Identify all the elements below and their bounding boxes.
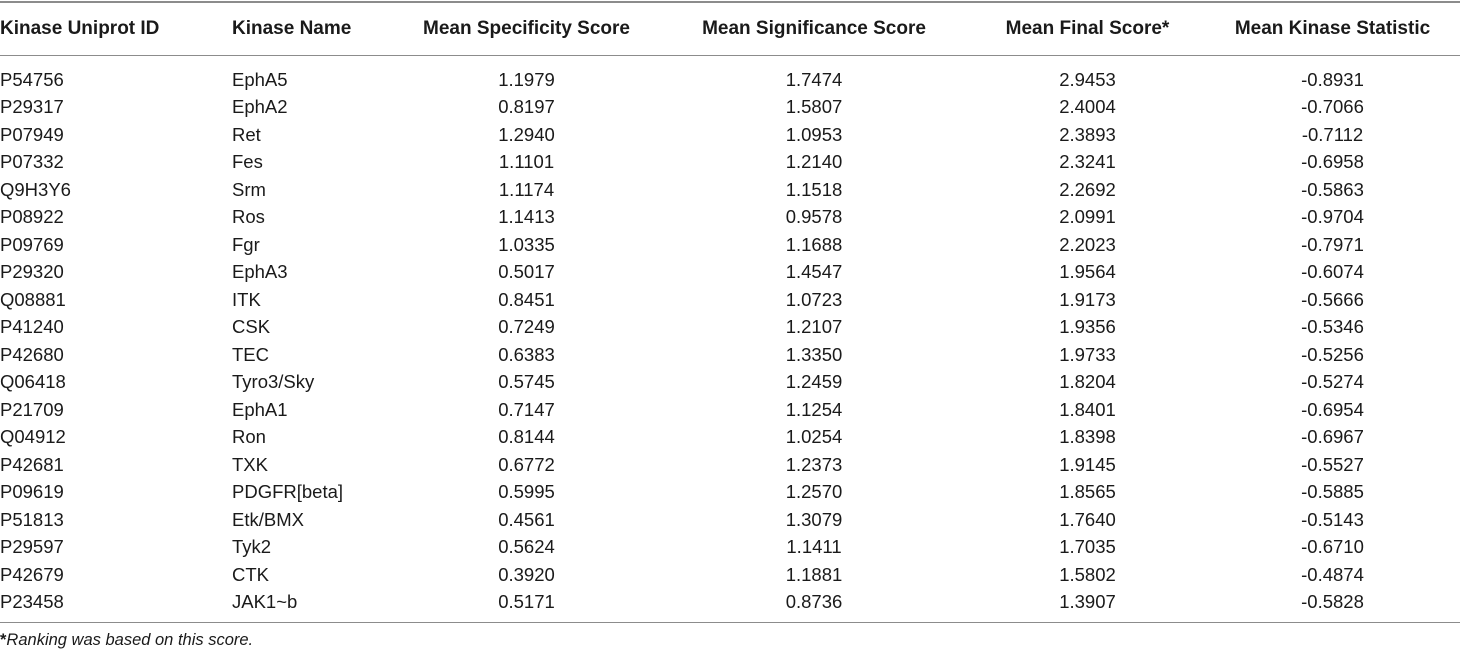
cell-specificity: 0.5995 bbox=[498, 481, 555, 503]
cell-significance: 0.9578 bbox=[785, 206, 843, 228]
header-mean-significance-score: Mean Significance Score bbox=[702, 18, 926, 39]
table-row bbox=[0, 424, 1460, 452]
cell-kinase-name: EphA3 bbox=[232, 261, 288, 283]
cell-specificity: 0.7147 bbox=[498, 398, 555, 420]
cell-kinase-name: EphA5 bbox=[232, 68, 288, 90]
cell-final-score: 2.4004 bbox=[1059, 96, 1116, 118]
cell-uniprot-id: Q9H3Y6 bbox=[0, 178, 71, 200]
cell-uniprot-id: P23458 bbox=[0, 591, 64, 613]
footnote-text: Ranking was based on this score. bbox=[6, 631, 254, 649]
cell-uniprot-id: P29317 bbox=[0, 96, 64, 118]
cell-uniprot-id: P21709 bbox=[0, 398, 64, 420]
cell-uniprot-id: P29320 bbox=[0, 261, 64, 283]
cell-significance: 1.2459 bbox=[785, 371, 843, 393]
cell-kinase-statistic: -0.5256 bbox=[1301, 343, 1364, 365]
cell-significance: 1.7474 bbox=[785, 68, 843, 90]
cell-kinase-name: Fgr bbox=[232, 233, 260, 255]
cell-significance: 1.0254 bbox=[785, 426, 843, 448]
cell-specificity: 0.5624 bbox=[498, 536, 555, 558]
cell-specificity: 0.4561 bbox=[498, 508, 555, 530]
cell-specificity: 1.1174 bbox=[498, 178, 555, 200]
header-mean-kinase-statistic: Mean Kinase Statistic bbox=[1234, 18, 1431, 39]
cell-kinase-name: CSK bbox=[232, 316, 271, 338]
table-row bbox=[0, 479, 1460, 507]
cell-significance: 1.1881 bbox=[785, 563, 843, 585]
table-body bbox=[0, 56, 1460, 622]
cell-specificity: 1.2940 bbox=[498, 123, 555, 145]
cell-significance: 0.8736 bbox=[785, 591, 843, 613]
cell-kinase-statistic: -0.5274 bbox=[1301, 371, 1364, 393]
cell-final-score: 1.9564 bbox=[1059, 261, 1116, 283]
cell-final-score: 2.3893 bbox=[1059, 123, 1116, 145]
cell-uniprot-id: P09619 bbox=[0, 481, 64, 503]
header-mean-specificity-score: Mean Specificity Score bbox=[423, 18, 630, 39]
header-kinase-name: Kinase Name bbox=[232, 18, 352, 39]
cell-specificity: 0.3920 bbox=[498, 563, 555, 585]
table-row bbox=[0, 589, 1460, 623]
cell-significance: 1.0723 bbox=[785, 288, 843, 310]
cell-specificity: 0.8197 bbox=[498, 96, 555, 118]
table-row bbox=[0, 396, 1460, 424]
cell-final-score: 2.9453 bbox=[1059, 68, 1116, 90]
table-row bbox=[0, 204, 1460, 232]
cell-significance: 1.5807 bbox=[785, 96, 843, 118]
cell-specificity: 0.5745 bbox=[498, 371, 555, 393]
footnote-mark: * bbox=[0, 631, 7, 649]
cell-uniprot-id: P54756 bbox=[0, 68, 64, 90]
table-row bbox=[0, 451, 1460, 479]
table-row bbox=[0, 231, 1460, 259]
cell-specificity: 0.8144 bbox=[498, 426, 555, 448]
cell-uniprot-id: P09769 bbox=[0, 233, 64, 255]
cell-significance: 1.2373 bbox=[785, 453, 843, 475]
cell-uniprot-id: P42681 bbox=[0, 453, 64, 475]
cell-kinase-statistic: -0.5828 bbox=[1301, 591, 1364, 613]
cell-final-score: 1.8565 bbox=[1059, 481, 1116, 503]
cell-uniprot-id: Q04912 bbox=[0, 426, 66, 448]
cell-significance: 1.3079 bbox=[785, 508, 843, 530]
cell-kinase-statistic: -0.9704 bbox=[1301, 206, 1364, 228]
cell-kinase-name: EphA2 bbox=[232, 96, 288, 118]
cell-uniprot-id: P29597 bbox=[0, 536, 64, 558]
cell-kinase-statistic: -0.7066 bbox=[1301, 96, 1364, 118]
cell-final-score: 2.3241 bbox=[1059, 151, 1116, 173]
table-row bbox=[0, 534, 1460, 562]
cell-final-score: 1.9145 bbox=[1059, 453, 1116, 475]
cell-significance: 1.2140 bbox=[785, 151, 843, 173]
cell-kinase-name: Ron bbox=[232, 426, 266, 448]
cell-kinase-name: Ros bbox=[232, 206, 265, 228]
cell-final-score: 1.8401 bbox=[1059, 398, 1116, 420]
cell-significance: 1.1411 bbox=[786, 536, 842, 558]
cell-uniprot-id: P42679 bbox=[0, 563, 64, 585]
cell-kinase-statistic: -0.5527 bbox=[1301, 453, 1364, 475]
cell-specificity: 0.5017 bbox=[498, 261, 555, 283]
cell-kinase-name: EphA1 bbox=[232, 398, 288, 420]
cell-significance: 1.4547 bbox=[785, 261, 843, 283]
header-row bbox=[0, 3, 1460, 55]
cell-specificity: 0.6772 bbox=[498, 453, 555, 475]
table-row bbox=[0, 149, 1460, 177]
header-kinase-uniprot-id: Kinase Uniprot ID bbox=[0, 18, 160, 39]
cell-uniprot-id: P42680 bbox=[0, 343, 64, 365]
cell-significance: 1.2570 bbox=[785, 481, 843, 503]
cell-final-score: 1.9356 bbox=[1059, 316, 1116, 338]
cell-kinase-statistic: -0.6958 bbox=[1301, 151, 1364, 173]
cell-kinase-statistic: -0.5143 bbox=[1301, 508, 1364, 530]
cell-kinase-name: Tyro3/Sky bbox=[232, 371, 315, 393]
cell-uniprot-id: P41240 bbox=[0, 316, 64, 338]
table-row bbox=[0, 56, 1460, 94]
cell-final-score: 1.9173 bbox=[1059, 288, 1116, 310]
cell-kinase-statistic: -0.8931 bbox=[1301, 68, 1364, 90]
cell-specificity: 0.6383 bbox=[498, 343, 555, 365]
table-row bbox=[0, 341, 1460, 369]
table-row bbox=[0, 259, 1460, 287]
cell-kinase-name: TXK bbox=[232, 453, 268, 475]
cell-kinase-name: Ret bbox=[232, 123, 261, 145]
cell-kinase-name: Tyk2 bbox=[232, 536, 272, 558]
cell-final-score: 1.8204 bbox=[1059, 371, 1116, 393]
cell-kinase-name: PDGFR[beta] bbox=[232, 481, 344, 503]
cell-kinase-name: JAK1~b bbox=[232, 591, 298, 613]
cell-kinase-statistic: -0.7971 bbox=[1301, 233, 1364, 255]
cell-specificity: 1.1979 bbox=[498, 68, 555, 90]
cell-kinase-statistic: -0.6954 bbox=[1301, 398, 1364, 420]
cell-final-score: 1.7035 bbox=[1059, 536, 1116, 558]
cell-specificity: 0.7249 bbox=[498, 316, 555, 338]
cell-kinase-name: Srm bbox=[232, 178, 266, 200]
cell-kinase-name: Etk/BMX bbox=[232, 508, 304, 530]
bottom-rule bbox=[0, 622, 1460, 623]
cell-significance: 1.1518 bbox=[785, 178, 843, 200]
table-row bbox=[0, 286, 1460, 314]
table-header bbox=[0, 3, 1460, 56]
table-row bbox=[0, 369, 1460, 397]
table-row bbox=[0, 506, 1460, 534]
cell-kinase-name: Fes bbox=[232, 151, 263, 173]
cell-uniprot-id: Q08881 bbox=[0, 288, 66, 310]
cell-kinase-statistic: -0.4874 bbox=[1301, 563, 1364, 585]
table-row bbox=[0, 561, 1460, 589]
cell-final-score: 1.7640 bbox=[1059, 508, 1116, 530]
cell-kinase-statistic: -0.5666 bbox=[1301, 288, 1364, 310]
kinase-table bbox=[0, 3, 1460, 622]
cell-significance: 1.3350 bbox=[785, 343, 843, 365]
cell-kinase-statistic: -0.5863 bbox=[1301, 178, 1364, 200]
cell-uniprot-id: P07949 bbox=[0, 123, 64, 145]
table-row bbox=[0, 176, 1460, 204]
cell-specificity: 1.1413 bbox=[498, 206, 555, 228]
cell-specificity: 1.0335 bbox=[498, 233, 555, 255]
cell-final-score: 1.5802 bbox=[1059, 563, 1116, 585]
cell-uniprot-id: P07332 bbox=[0, 151, 64, 173]
cell-kinase-name: TEC bbox=[232, 343, 269, 365]
cell-final-score: 1.3907 bbox=[1059, 591, 1116, 613]
table-row bbox=[0, 314, 1460, 342]
header-mean-final-score: Mean Final Score* bbox=[1005, 18, 1170, 39]
cell-uniprot-id: P51813 bbox=[0, 508, 64, 530]
footnote bbox=[0, 631, 1460, 650]
cell-kinase-statistic: -0.6710 bbox=[1301, 536, 1364, 558]
cell-significance: 1.2107 bbox=[785, 316, 843, 338]
cell-significance: 1.1688 bbox=[785, 233, 843, 255]
cell-kinase-statistic: -0.5346 bbox=[1301, 316, 1364, 338]
cell-kinase-statistic: -0.6074 bbox=[1301, 261, 1364, 283]
cell-kinase-name: CTK bbox=[232, 563, 269, 585]
cell-significance: 1.0953 bbox=[785, 123, 843, 145]
cell-uniprot-id: P08922 bbox=[0, 206, 64, 228]
table-row bbox=[0, 94, 1460, 122]
data-table-container bbox=[0, 1, 1460, 650]
cell-kinase-statistic: -0.7112 bbox=[1301, 123, 1364, 145]
cell-final-score: 1.9733 bbox=[1059, 343, 1116, 365]
cell-kinase-statistic: -0.6967 bbox=[1301, 426, 1364, 448]
cell-uniprot-id: Q06418 bbox=[0, 371, 66, 393]
cell-kinase-name: ITK bbox=[232, 288, 261, 310]
cell-kinase-statistic: -0.5885 bbox=[1301, 481, 1364, 503]
cell-specificity: 0.8451 bbox=[498, 288, 555, 310]
table-row bbox=[0, 121, 1460, 149]
cell-final-score: 2.0991 bbox=[1059, 206, 1116, 228]
cell-significance: 1.1254 bbox=[785, 398, 843, 420]
cell-final-score: 2.2692 bbox=[1059, 178, 1116, 200]
cell-final-score: 2.2023 bbox=[1059, 233, 1116, 255]
cell-specificity: 1.1101 bbox=[498, 151, 555, 173]
cell-specificity: 0.5171 bbox=[498, 591, 555, 613]
cell-final-score: 1.8398 bbox=[1059, 426, 1116, 448]
